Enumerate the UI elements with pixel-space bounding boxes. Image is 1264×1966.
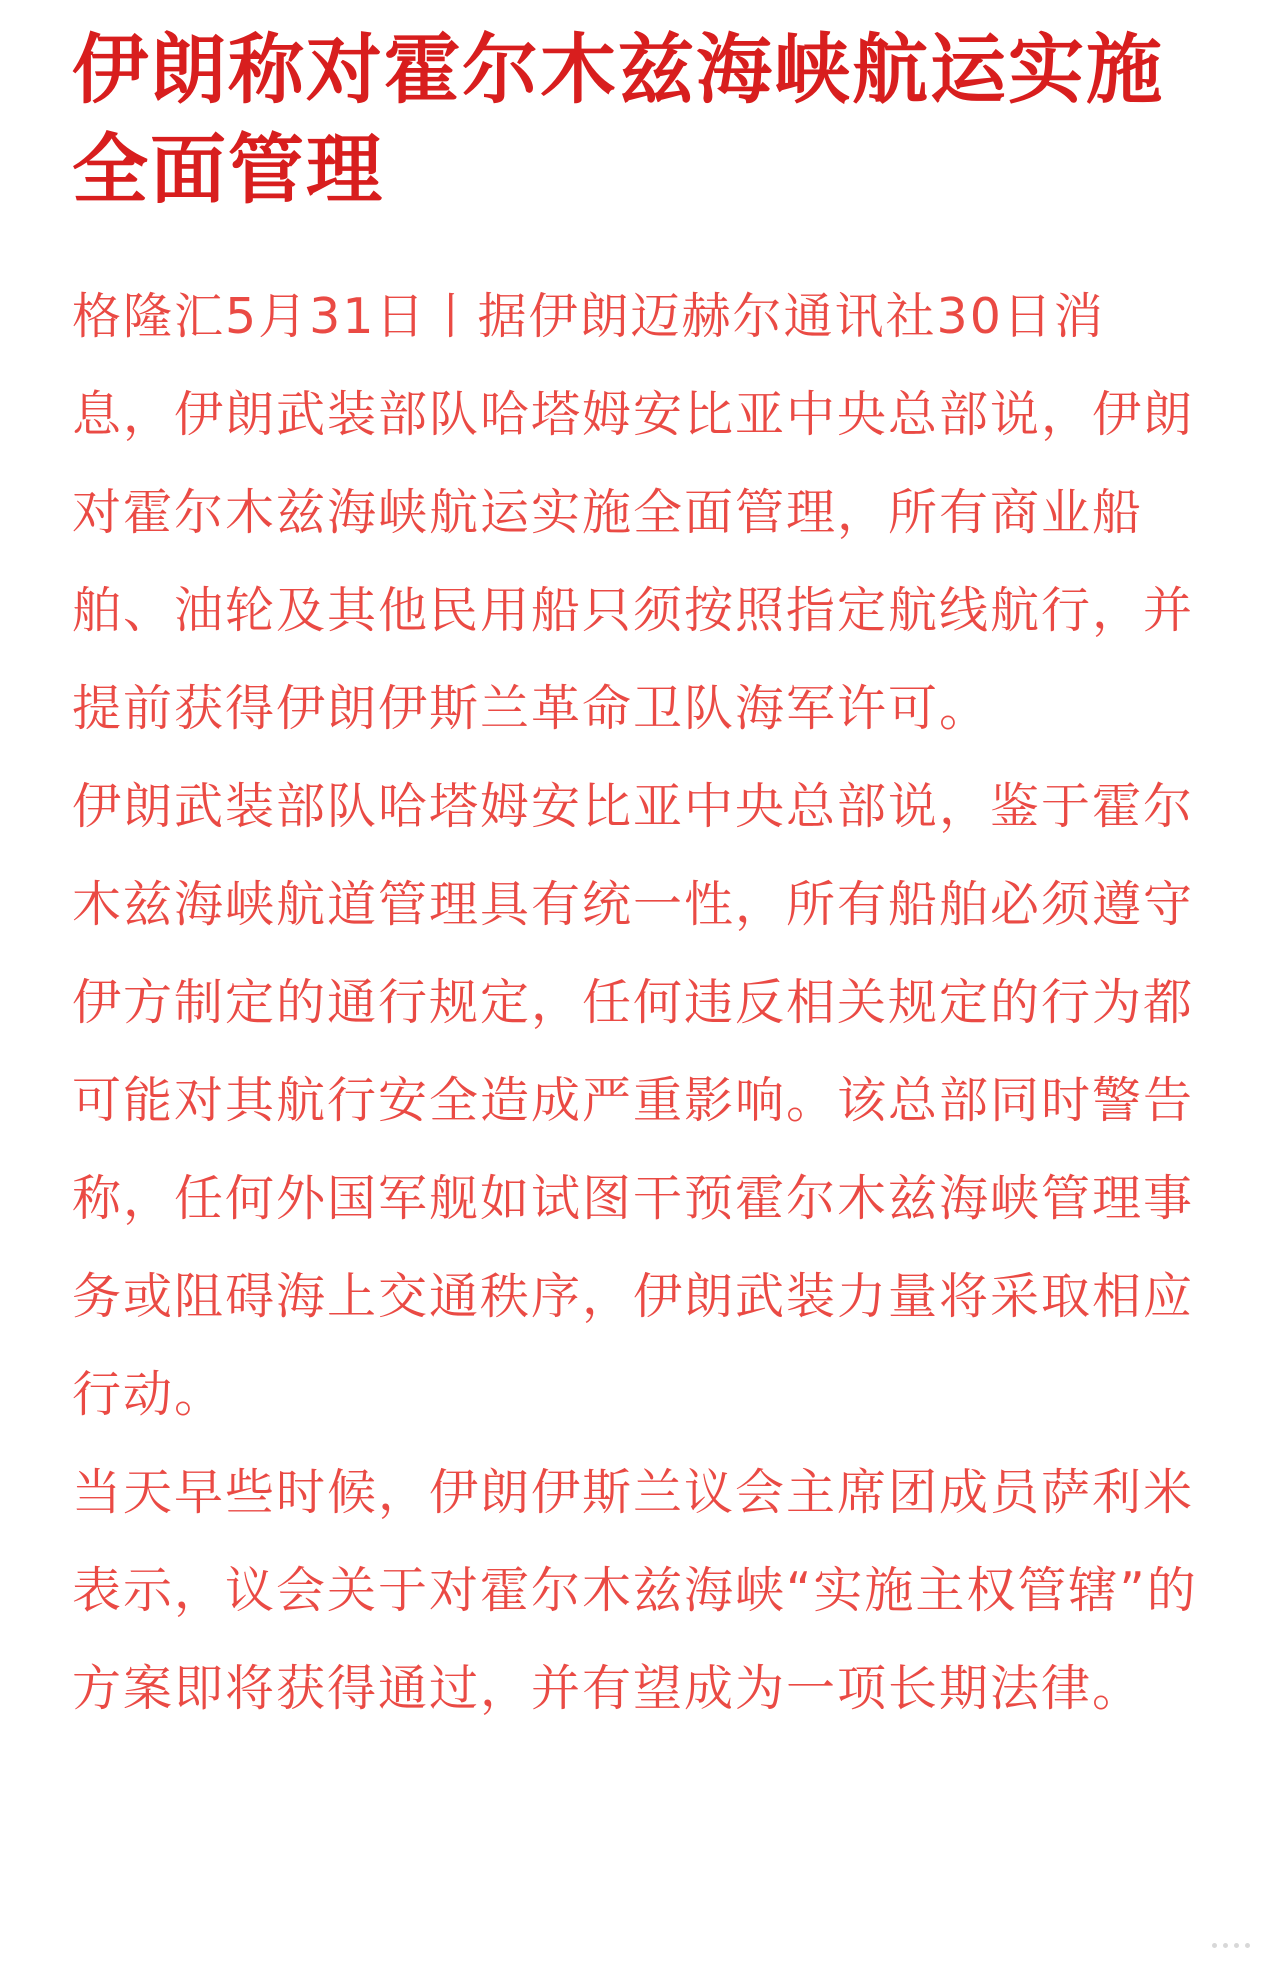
paragraph-2: 伊朗武装部队哈塔姆安比亚中央总部说，鉴于霍尔木兹海峡航道管理具有统一性，所有船舶必须遵守伊方制定的通行规定，任何违反相关规定的行为都可能对其航行安全造成严重影响。该总部同时警告称，任何外国军舰如试图干预霍尔木兹海峡管理事务或阻碍海上交通秩序，伊朗武装力量将采取相应行动。 (72, 778, 1195, 1423)
article-body (72, 268, 1202, 1738)
article-title: 伊朗称对霍尔木兹海峡航运实施全面管理 (72, 25, 1164, 214)
article (72, 20, 1202, 1738)
paragraph-1: 格隆汇5月31日丨据伊朗迈赫尔通讯社30日消息，伊朗武装部队哈塔姆安比亚中央总部说，伊朗对霍尔木兹海峡航运实施全面管理，所有商业船舶、油轮及其他民用船只须按照指定航线航行，并提前获得伊朗伊斯兰革命卫队海军许可。 (72, 288, 1195, 737)
more-dots-icon (1202, 1938, 1250, 1952)
paragraph-3: 当天早些时候，伊朗伊斯兰议会主席团成员萨利米表示，议会关于对霍尔木兹海峡“实施主权管辖”的方案即将获得通过，并有望成为一项长期法律。 (72, 1464, 1198, 1717)
